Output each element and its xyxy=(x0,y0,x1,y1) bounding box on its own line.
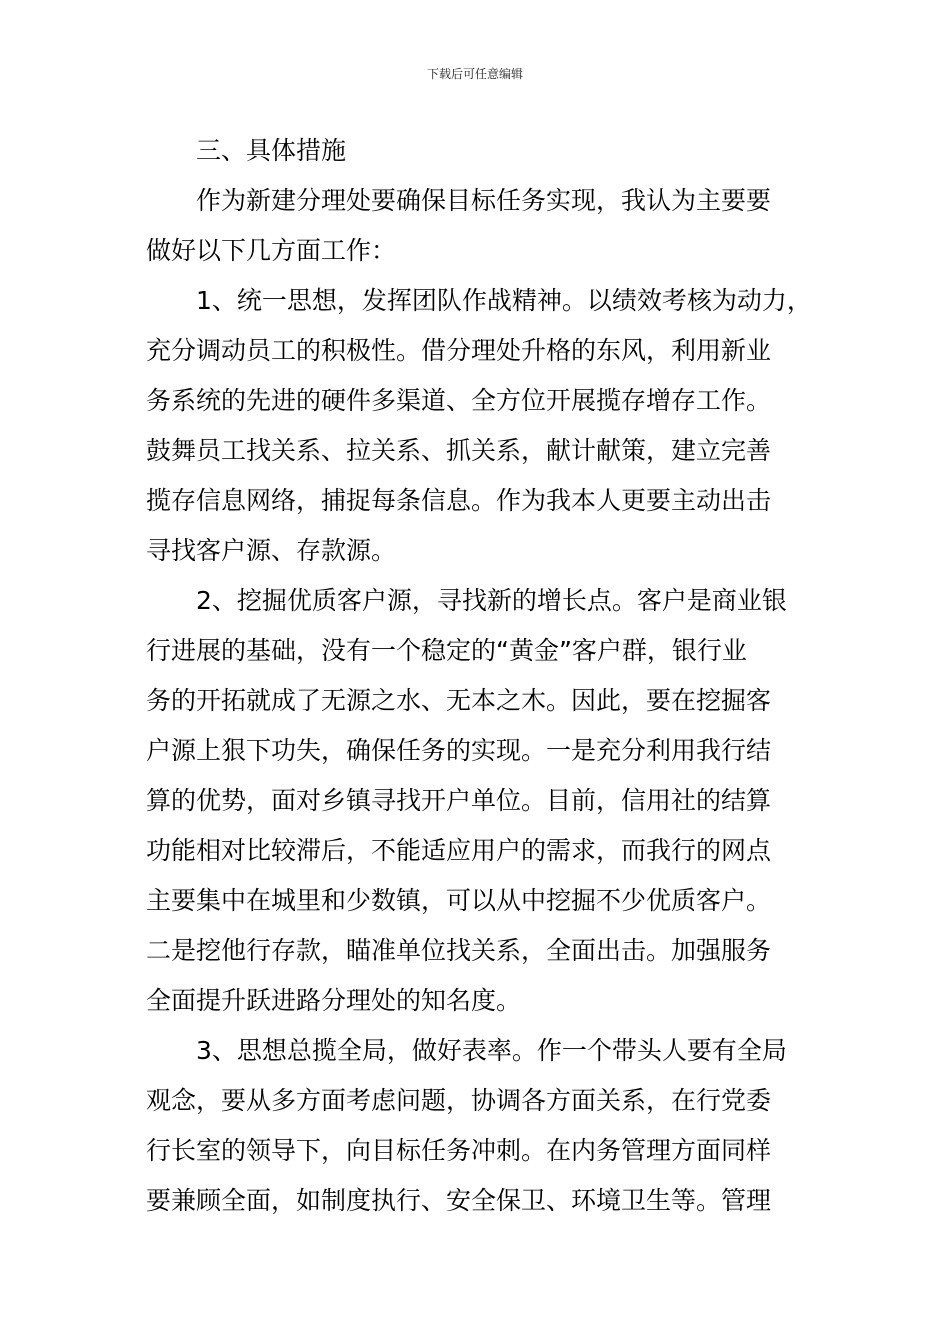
text-line: 要兼顾全面，如制度执行、安全保卫、环境卫生等。管理 xyxy=(146,1186,772,1215)
paragraph-point-2 xyxy=(146,576,810,1026)
document-body xyxy=(146,126,810,1226)
text-line: 观念，要从多方面考虑问题，协调各方面关系，在行党委 xyxy=(146,1086,772,1115)
section-heading xyxy=(146,126,810,176)
text-line: 行进展的基础，没有一个稳定的“黄金”客户群，银行业 xyxy=(146,636,747,665)
section-heading-text: 三、具体措施 xyxy=(196,136,347,165)
text-line: 行长室的领导下，向目标任务冲刺。在内务管理方面同样 xyxy=(146,1136,772,1165)
paragraph-intro xyxy=(146,176,810,276)
text-line: 户源上狠下功失，确保任务的实现。一是充分利用我行结 xyxy=(146,736,772,765)
paragraph-point-3 xyxy=(146,1026,810,1226)
paragraph-point-1 xyxy=(146,276,810,576)
text-line: 揽存信息网络，捕捉每条信息。作为我本人更要主动出击 xyxy=(146,486,772,515)
text-line: 寻找客户源、存款源。 xyxy=(146,536,397,565)
text-line: 功能相对比较滞后，不能适应用户的需求，而我行的网点 xyxy=(146,836,772,865)
text-line: 2、挖掘优质客户源，寻找新的增长点。客户是商业银 xyxy=(196,586,787,615)
text-line: 主要集中在城里和少数镇，可以从中挖掘不少优质客户。 xyxy=(146,886,772,915)
text-line: 充分调动员工的积极性。借分理处升格的东风，利用新业 xyxy=(146,336,772,365)
text-line: 务系统的先进的硬件多渠道、全方位开展揽存增存工作。 xyxy=(146,386,772,415)
text-line: 3、思想总揽全局，做好表率。作一个带头人要有全局 xyxy=(196,1036,787,1065)
header-note: 下载后可任意编辑 xyxy=(426,67,523,81)
text-line: 鼓舞员工找关系、拉关系、抓关系，献计献策，建立完善 xyxy=(146,436,772,465)
text-line: 1、统一思想，发挥团队作战精神。以绩效考核为动力， xyxy=(196,286,812,315)
text-line: 二是挖他行存款，瞄准单位找关系，全面出击。加强服务 xyxy=(146,936,772,965)
text-line: 做好以下几方面工作： xyxy=(146,236,397,265)
text-line: 全面提升跃进路分理处的知名度。 xyxy=(146,986,522,1015)
text-line: 务的开拓就成了无源之水、无本之木。因此，要在挖掘客 xyxy=(146,686,772,715)
text-line: 作为新建分理处要确保目标任务实现，我认为主要要 xyxy=(196,186,772,215)
text-line: 算的优势，面对乡镇寻找开户单位。目前，信用社的结算 xyxy=(146,786,772,815)
